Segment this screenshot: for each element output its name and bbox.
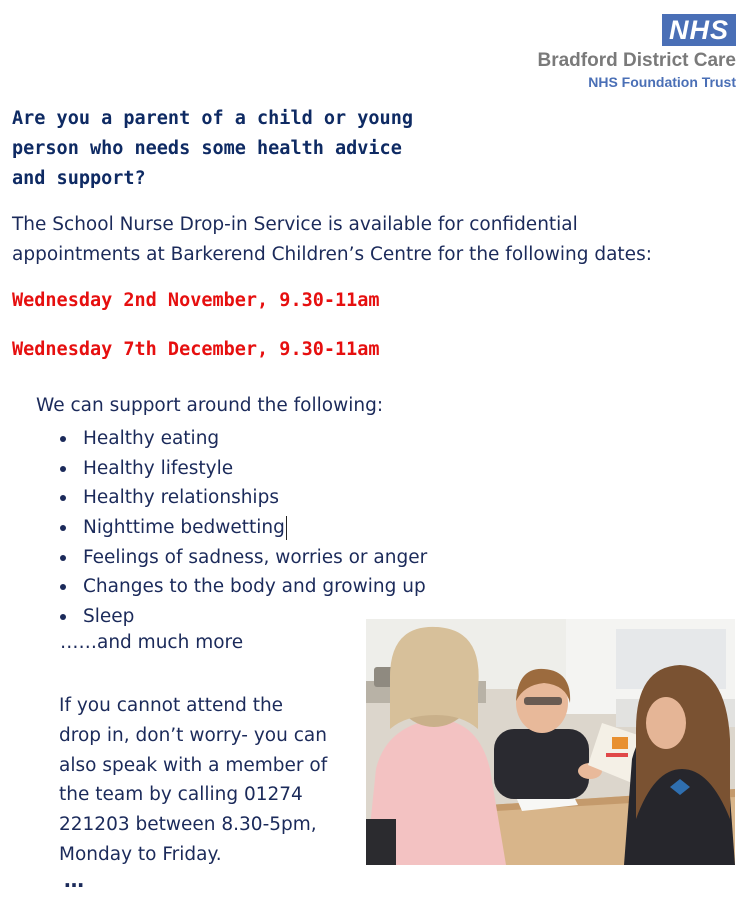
contact-line: also speak with a member of (59, 754, 328, 776)
support-title: We can support around the following: (36, 395, 384, 416)
heading-line-3: and support? (12, 168, 146, 189)
footer-ellipsis: … (64, 868, 85, 892)
list-item-label: Healthy lifestyle (83, 457, 234, 479)
heading-line-2: person who needs some health advice (12, 138, 402, 159)
contact-line: the team by calling 01274 (59, 784, 303, 806)
list-item-label: Sleep (83, 606, 135, 628)
list-item-label: Changes to the body and growing up (83, 576, 426, 598)
bullet-icon (60, 555, 66, 561)
contact-paragraph (59, 691, 359, 870)
list-item-label: Healthy relationships (83, 487, 279, 509)
contact-line: 221203 between 8.30-5pm, (59, 814, 317, 836)
nurse-consultation-photo (366, 619, 735, 865)
bullet-icon (60, 436, 66, 442)
heading-line-1: Are you a parent of a child or young (12, 108, 413, 129)
org-subtitle: NHS Foundation Trust (588, 74, 736, 90)
and-much-more: ……and much more (60, 632, 244, 653)
intro-line-2: appointments at Barkerend Children’s Centre for the following dates: (12, 244, 652, 265)
intro-line-1: The School Nurse Drop-in Service is available for confidential (12, 214, 578, 235)
date-december: Wednesday 7th December, 9.30-11am (12, 339, 380, 360)
contact-line: drop in, don’t worry- you can (59, 724, 327, 746)
list-item (58, 513, 427, 543)
list-item (58, 424, 427, 454)
list-item-label: Nighttime bedwetting (83, 517, 285, 539)
date-november: Wednesday 2nd November, 9.30-11am (12, 290, 380, 311)
org-name: Bradford District Care (537, 50, 736, 71)
nhs-logo (526, 14, 736, 94)
list-item (58, 483, 427, 513)
contact-line: Monday to Friday. (59, 843, 222, 865)
nhs-logo-mark: NHS (662, 14, 736, 46)
bullet-icon (60, 614, 66, 620)
contact-line: If you cannot attend the (59, 695, 284, 716)
intro-paragraph (12, 210, 732, 270)
support-list (58, 424, 427, 632)
list-item-label: Feelings of sadness, worries or anger (83, 546, 428, 568)
bullet-icon (60, 495, 66, 501)
page-heading (12, 104, 432, 194)
bullet-icon (60, 525, 66, 531)
text-cursor (286, 516, 287, 540)
list-item (58, 572, 427, 602)
bullet-icon (60, 584, 66, 590)
list-item (58, 454, 427, 484)
bullet-icon (60, 466, 66, 472)
list-item (58, 543, 427, 573)
list-item-label: Healthy eating (83, 428, 220, 449)
